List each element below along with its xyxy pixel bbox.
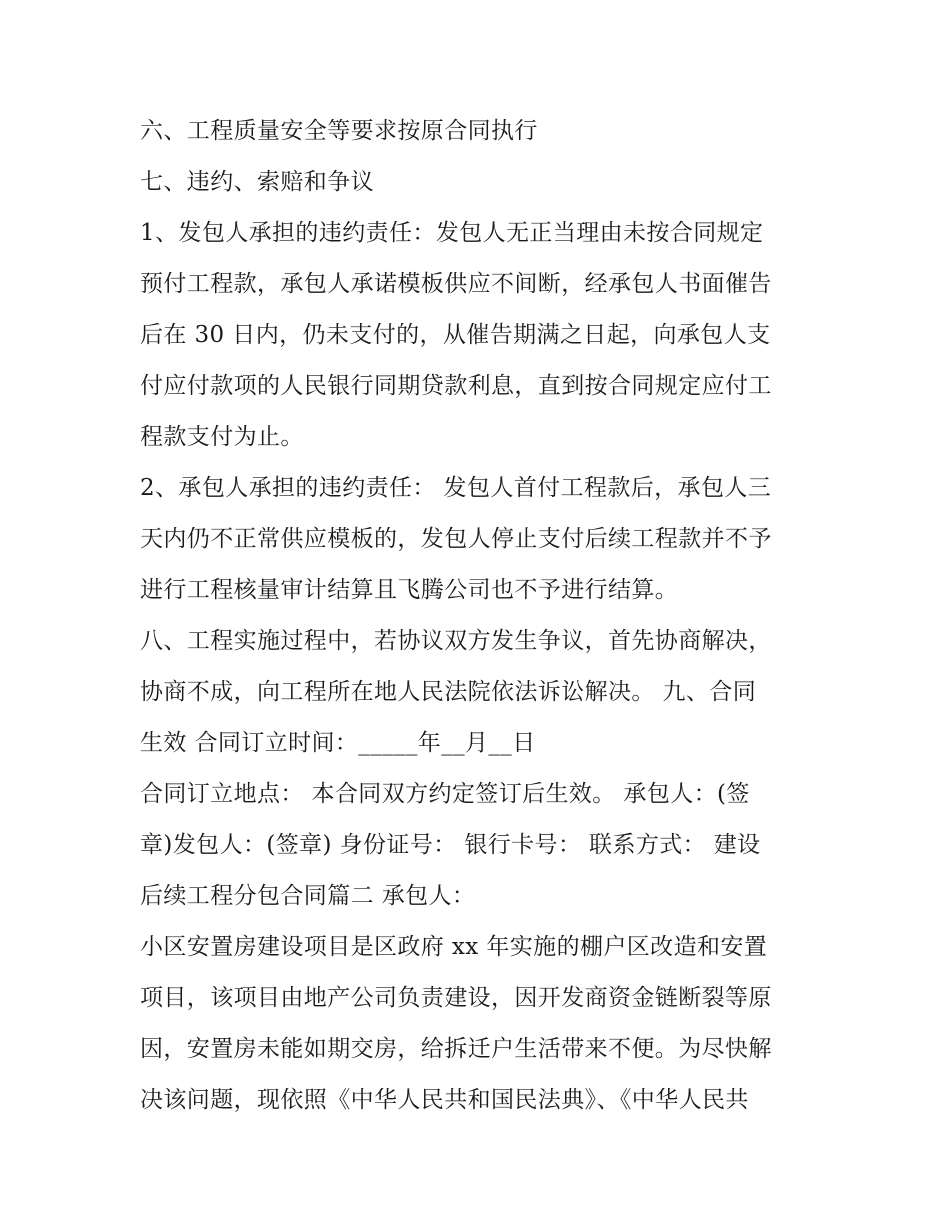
text-line: 八、工程实施过程中，若协议双方发生争议，首先协商解决， xyxy=(140,628,772,654)
text-line: 六、工程质量安全等要求按原合同执行 xyxy=(140,118,538,144)
text-line: 1、发包人承担的违约责任：发包人无正当理由未按合同规定 xyxy=(140,220,764,246)
text-line: 生效 合同订立时间：_____年__月__日 xyxy=(140,730,536,756)
text-line: 项目，该项目由地产公司负责建设，因开发商资金链断裂等原 xyxy=(140,985,772,1011)
text-line: 章)发包人：(签章) 身份证号： 银行卡号： 联系方式： 建设 xyxy=(140,832,761,858)
text-line: 因，安置房未能如期交房，给拆迁户生活带来不便。为尽快解 xyxy=(140,1036,772,1062)
text-line: 进行工程核量审计结算且飞腾公司也不予进行结算。 xyxy=(140,577,679,603)
text-line: 程款支付为止。 xyxy=(140,424,304,450)
text-line: 2、承包人承担的违约责任： 发包人首付工程款后，承包人三 xyxy=(140,475,772,501)
text-line: 合同订立地点： 本合同双方约定签订后生效。 承包人：(签 xyxy=(140,781,750,807)
text-line: 决该问题，现依照《中华人民共和国民法典》、《中华人民共 xyxy=(140,1087,749,1113)
text-line: 后续工程分包合同篇二 承包人： xyxy=(140,883,476,909)
text-line: 预付工程款，承包人承诺模板供应不间断，经承包人书面催告 xyxy=(140,271,772,297)
text-line: 小区安置房建设项目是区政府 xx 年实施的棚户区改造和安置 xyxy=(140,934,768,960)
text-line: 天内仍不正常供应模板的，发包人停止支付后续工程款并不予 xyxy=(140,526,772,552)
text-line: 七、违约、索赔和争议 xyxy=(140,169,374,195)
text-line: 协商不成，向工程所在地人民法院依法诉讼解决。 九、合同 xyxy=(140,679,757,705)
document-body xyxy=(140,106,820,1126)
text-line: 后在 30 日内，仍未支付的，从催告期满之日起，向承包人支 xyxy=(140,322,771,348)
text-line: 付应付款项的人民银行同期贷款利息，直到按合同规定应付工 xyxy=(140,373,772,399)
